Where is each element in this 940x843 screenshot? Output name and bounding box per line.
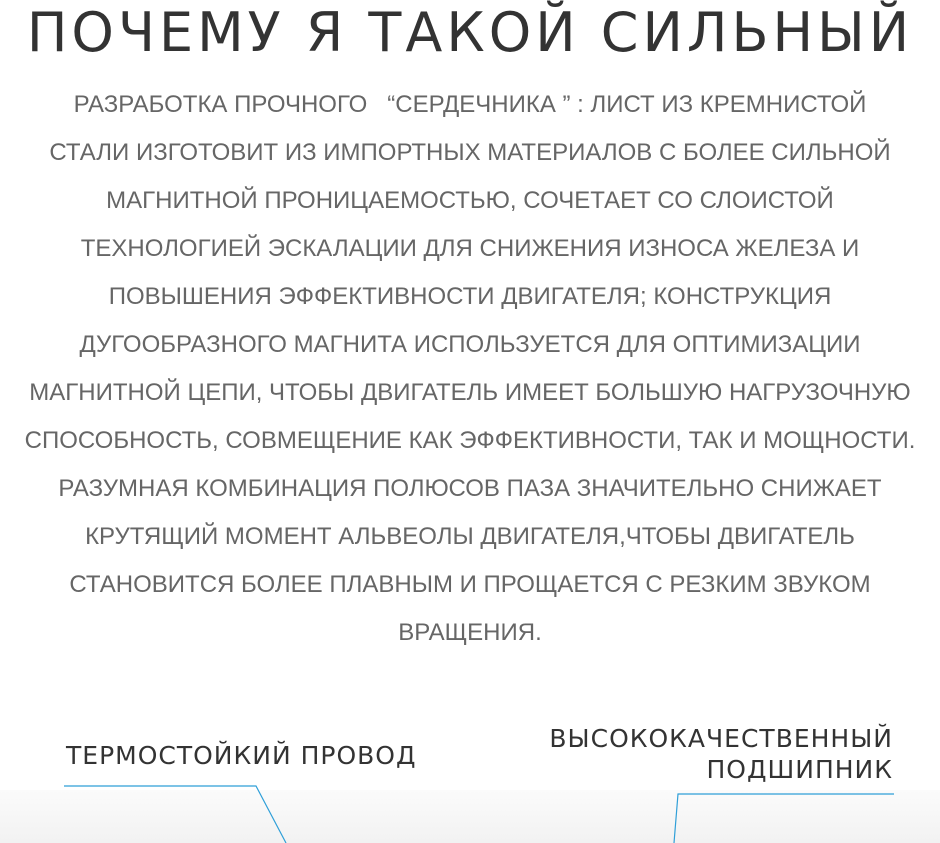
- callout-line-bearing: [674, 794, 894, 843]
- description-line: ПОВЫШЕНИЯ ЭФФЕКТИВНОСТИ ДВИГАТЕЛЯ; КОНСТРУКЦИЯ: [108, 283, 832, 310]
- feature-label-bearing-line2: ПОДШИПНИК: [706, 755, 893, 784]
- description-line: КРУТЯЩИЙ МОМЕНТ АЛЬВЕОЛЫ ДВИГАТЕЛЯ,ЧТОБЫ ДВИГАТЕЛЬ: [85, 523, 855, 550]
- description-line: СПОСОБНОСТЬ, СОВМЕЩЕНИЕ КАК ЭФФЕКТИВНОСТИ, ТАК И МОЩНОСТИ.: [24, 427, 916, 454]
- page-title: ПОЧЕМУ Я ТАКОЙ СИЛЬНЫЙ: [26, 1, 914, 64]
- description-line: ВРАЩЕНИЯ.: [398, 619, 542, 646]
- description-line: СТАЛИ ИЗГОТОВИТ ИЗ ИМПОРТНЫХ МАТЕРИАЛОВ С БОЛЕЕ СИЛЬНОЙ: [49, 139, 891, 166]
- feature-label-bearing-line1: ВЫСОКОКАЧЕСТВЕННЫЙ: [549, 724, 893, 753]
- description-line: РАЗУМНАЯ КОМБИНАЦИЯ ПОЛЮСОВ ПАЗА ЗНАЧИТЕЛЬНО СНИЖАЕТ: [58, 475, 882, 502]
- description-line: ТЕХНОЛОГИЕЙ ЭСКАЛАЦИИ ДЛЯ СНИЖЕНИЯ ИЗНОСА ЖЕЛЕЗА И: [80, 235, 860, 262]
- description-line: МАГНИТНОЙ ЦЕПИ, ЧТОБЫ ДВИГАТЕЛЬ ИМЕЕТ БОЛЬШУЮ НАГРУЗОЧНУЮ: [29, 379, 911, 406]
- description-line: ДУГООБРАЗНОГО МАГНИТА ИСПОЛЬЗУЕТСЯ ДЛЯ ОПТИМИЗАЦИИ: [79, 331, 861, 358]
- description-line: СТАНОВИТСЯ БОЛЕЕ ПЛАВНЫМ И ПРОЩАЕТСЯ С РЕЗКИМ ЗВУКОМ: [69, 571, 871, 598]
- description-line: МАГНИТНОЙ ПРОНИЦАЕМОСТЬЮ, СОЧЕТАЕТ СО СЛОИСТОЙ: [106, 187, 834, 214]
- description-line: РАЗРАБОТКА ПРОЧНОГО “СЕРДЕЧНИКА ” : ЛИСТ ИЗ КРЕМНИСТОЙ: [73, 91, 867, 118]
- feature-label-wire: ТЕРМОСТОЙКИЙ ПРОВОД: [66, 741, 417, 770]
- callout-line-wire: [64, 786, 286, 843]
